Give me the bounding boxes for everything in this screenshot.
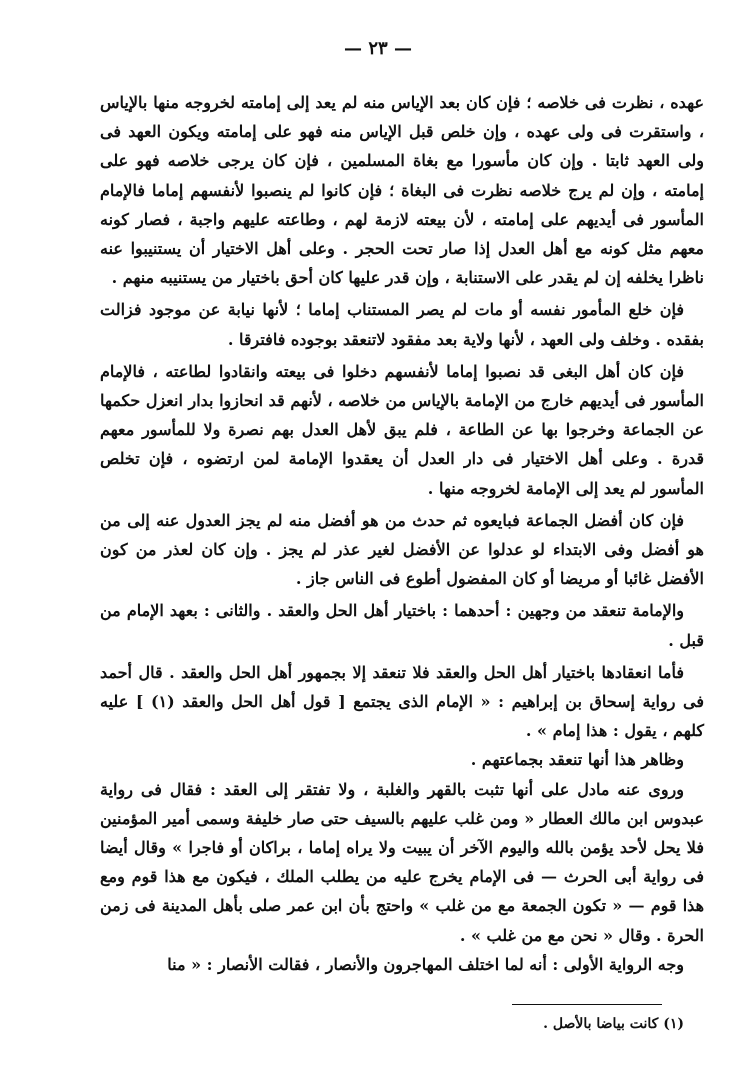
page-number: — ٢٣ — bbox=[344, 38, 412, 59]
paragraph: فإن خلع المأمور نفسه أو مات لم يصر المستناب إماما ؛ لأنها نيابة عن موجود فزالت بفقده . وخلف ولى العهد ، لأنها ولاية بعد مفقود لاتنعقد بوجوده فافترقا . bbox=[100, 300, 704, 349]
paragraph: فإن كان أفضل الجماعة فبايعوه ثم حدث من هو أفضل منه لم يجز العدول عنه إلى من هو أفضل وفى الابتداء لو عدلوا عن الأفضل لغير عذر لم يجز . وإن كان لعذر من كون الأفضل غائبا أو مريضا أو كان المفضول أطوع فى الناس جاز . bbox=[100, 510, 704, 589]
paragraph: وجه الرواية الأولى : أنه لما اختلف المهاجرون والأنصار ، فقالت الأنصار : « منا bbox=[167, 954, 684, 974]
footnote-divider bbox=[512, 1004, 662, 1005]
paragraph: فأما انعقادها باختيار أهل الحل والعقد فلا تنعقد إلا بجمهور أهل الحل والعقد . قال أحمد فى رواية إسحاق بن إبراهيم : « الإمام الذى يجتمع [ قول أهل الحل والعقد (١) ] عليه كلهم ، يقول : هذا إمام » . bbox=[100, 662, 705, 741]
paragraph: وظاهر هذا أنها تنعقد بجماعتهم . bbox=[470, 750, 684, 770]
body-text bbox=[100, 88, 704, 979]
paragraph: والإمامة تنعقد من وجهين : أحدهما : باختيار أهل الحل والعقد . والثانى : بعهد الإمام من قبل . bbox=[100, 601, 704, 650]
paragraph: فإن كان أهل البغى قد نصبوا إماما لأنفسهم دخلوا فى بيعته وانقادوا لطاعته ، فالإمام المأسور فى أيديهم خارج من الإمامة بالإياس من خلاصه ، لأنهم قد انحازوا بدار انعزل حكمها عن الجماعة وخرجوا بها عن الطاعة ، فلم يبق لأهل العدل بهم نصرة ولا للمأسور معهم قدرة . وعلى أهل الاختيار فى دار العدل أن يعقدوا الإمامة لمن ارتضوه ، فإن تخلص المأسور لم يعد إلى الإمامة لخروجه منها . bbox=[100, 361, 704, 498]
footnote: (١) كانت بياضا بالأصل . bbox=[543, 1016, 684, 1032]
paragraph: عهده ، نظرت فى خلاصه ؛ فإن كان بعد الإياس منه لم يعد إلى إمامته لخروجه منها بالإياس ، واستقرت فى ولى عهده ، وإن خلص قبل الإياس منه فهو على إمامته ويكون العهد فى ولى العهد ثابتا . وإن كان مأسورا مع بغاة المسلمين ، فإن كان يرجى خلاصه فهو على إمامته ، وإن لم يرج خلاصه نظرت فى البغاة ؛ فإن كانوا لم ينصبوا لأنفسهم إماما فالإمام المأسور فى أيديهم على إمامته ، لأن بيعته لازمة لهم ، وطاعته عليهم واجبة ، فصار كونه معهم مثل كونه مع أهل العدل إذا صار تحت الحجر . وعلى أهل الاختيار أن يستنيبوا عنه ناظرا يخلفه إن لم يقدر على الاستنابة ، وإن قدر عليها كان أحق باختيار من يستنيبه منهم . bbox=[100, 93, 704, 288]
paragraph: وروى عنه مادل على أنها تثبت بالقهر والغلبة ، ولا تفتقر إلى العقد : فقال فى رواية عبدوس ابن مالك العطار « ومن غلب عليهم بالسيف حتى صار خليفة وسمى أمير المؤمنين فلا يحل لأحد يؤمن بالله واليوم الآخر أن يبيت ولا يراه إماما ، براكان أو فاجرا » وقال أيضا فى رواية أبى الحرث — فى الإمام يخرج عليه من يطلب الملك ، فيكون مع هذا قوم ومع هذا قوم — « تكون الجمعة مع من غلب » واحتج بأن ابن عمر صلى بأهل المدينة فى زمن الحرة . وقال « نحن مع من غلب » . bbox=[100, 779, 704, 945]
